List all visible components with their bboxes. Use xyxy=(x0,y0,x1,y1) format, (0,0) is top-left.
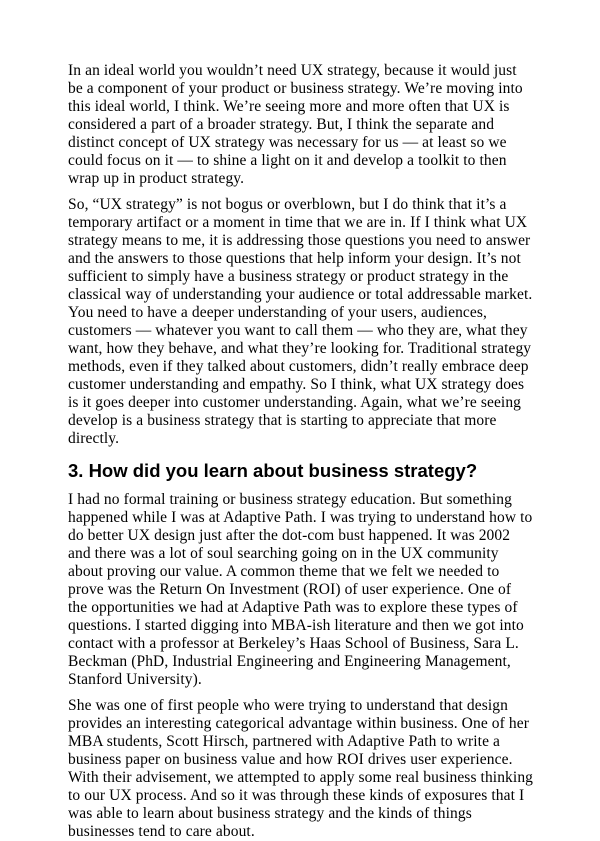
paragraph-ux-strategy-definition: So, “UX strategy” is not bogus or overblown, but I do think that it’s a temporary artifact or a moment in time that we are in. If I think what UX strategy means to me, it is addressing those questions you need to answer and the answers to those questions that help inform your design. It’s not sufficient to simply have a business strategy or product strategy in the classical way of understanding your audience or total addressable market. You need to have a deeper understanding of your users, audiences, customers — whatever you want to call them — who they are, what they want, how they behave, and what they’re looking for. Traditional strategy methods, even if they talked about customers, didn’t really embrace deep customer understanding and empathy. So I think, what UX strategy does is it goes deeper into customer understanding. Again, what we’re seeing develop is a business strategy that is starting to appreciate that more directly. xyxy=(68,196,533,447)
paragraph-sara-beckman: She was one of first people who were trying to understand that design provides an interesting categorical advantage within business. One of her MBA students, Scott Hirsch, partnered with Adaptive Path to write a business paper on business value and how ROI drives user experience. With their advisement, we attempted to apply some real business thinking to our UX process. And so it was through these kinds of exposures that I was able to learn about business strategy and the kinds of things businesses tend to care about. xyxy=(68,697,534,840)
paragraph-no-formal-training: I had no formal training or business strategy education. But something happened while I was at Adaptive Path. I was trying to understand how to do better UX design just after the dot-com bust happened. It was 2002 and there was a lot of soul searching going on in the UX community about proving our value. A common theme that we felt we needed to prove was the Return On Investment (ROI) of user experience. One of the opportunities we had at Adaptive Path was to explore these types of questions. I started digging into MBA-ish literature and then we got into contact with a professor at Berkeley’s Haas School of Business, Sara L. Beckman (PhD, Industrial Engineering and Engineering Management, Stanford University). xyxy=(68,491,533,688)
paragraph-ideal-world: In an ideal world you wouldn’t need UX strategy, because it would just be a component of your product or business strategy. We’re moving into this ideal world, I think. We’re seeing more and more often that UX is considered a part of a broader strategy. But, I think the separate and distinct concept of UX strategy was necessary for us — at least so we could focus on it — to shine a light on it and develop a toolkit to then wrap up in product strategy. xyxy=(68,62,523,187)
section-heading-question-3: 3. How did you learn about business strategy? xyxy=(68,460,478,481)
article-body xyxy=(68,62,534,841)
